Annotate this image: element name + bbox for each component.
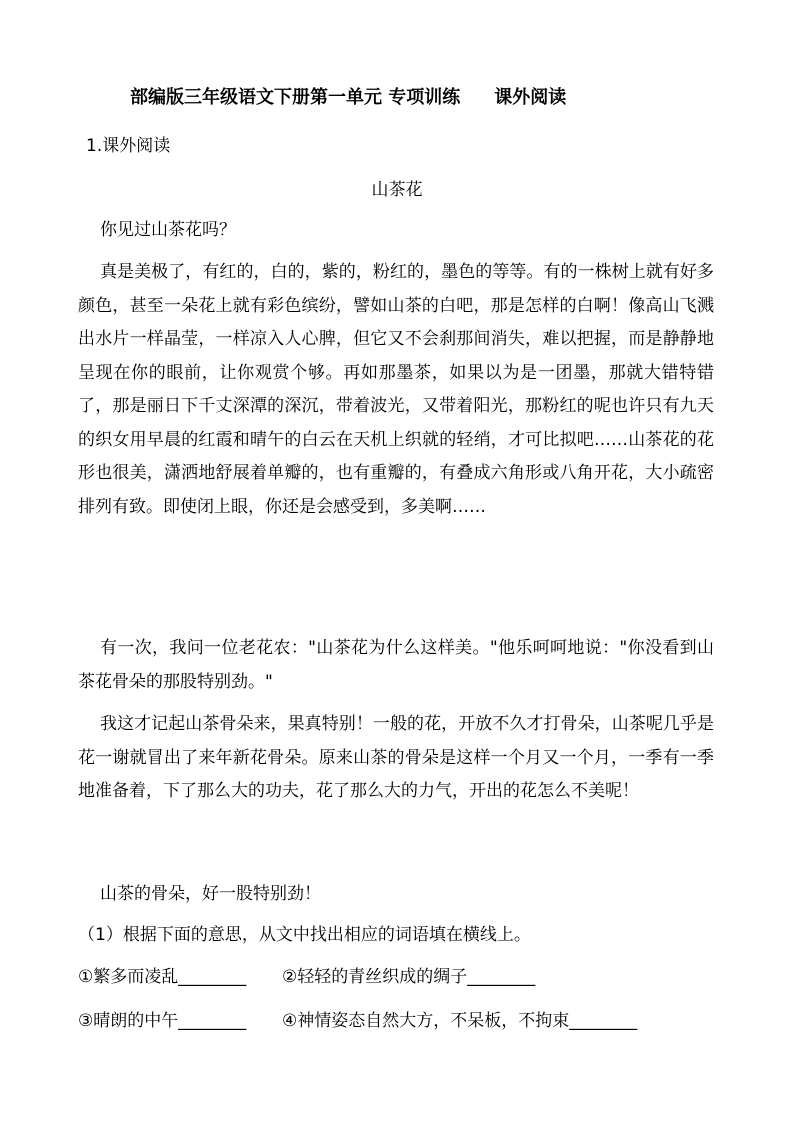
story-paragraph: 我这才记起山茶骨朵来，果真特别！一般的花，开放不久才打骨朵，山茶呢几乎是花一谢就冒出了来年新花骨朵。原来山茶的骨朵是这样一个月又一个月，一季有一季地准备着，下了那么大的功夫，花了那么大的力气，开出的花怎么不美呢！ <box>78 714 714 801</box>
title-main: 部编版三年级语文下册第一单元 专项训练 <box>130 87 461 108</box>
story-paragraph: 山茶的骨朵，好一股特别劲！ <box>100 884 321 904</box>
question-item: ④神情姿态自然大方，不呆板，不拘束________ <box>282 1011 638 1031</box>
question-prompt: （1）根据下面的意思，从文中找出相应的词语填在横线上。 <box>78 925 531 945</box>
story-paragraph: 有一次，我问一位老花农："山茶花为什么这样美。"他乐呵呵地说："你没看到山茶花骨朵的那股特别劲。" <box>78 638 714 692</box>
section-label: 1.课外阅读 <box>86 136 171 156</box>
story-paragraph: 你见过山茶花吗？ <box>100 220 236 240</box>
story-paragraph: 真是美极了，有红的，白的，紫的，粉红的，墨色的等等。有的一株树上就有好多颜色，甚至一朵花上就有彩色缤纷，譬如山茶的白吧，那是怎样的白啊！像高山飞溅出水片一样晶莹，一样凉入人心脾，但它又不会刹那间消失，难以把握，而是静静地呈现在你的眼前，让你观赏个够。再如那墨茶，如果以为是一团墨，那就大错特错了，那是丽日下千丈深潭的深沉，带着波光，又带着阳光，那粉红的呢也许只有九天的织女用早晨的红霞和晴午的白云在天机上织就的轻绡，才可比拟吧……山茶花的花形也很美，潇洒地舒展着单瓣的，也有重瓣的，有叠成六角形或八角开花，大小疏密排列有致。即使闭上眼，你还是会感受到，多美啊…… <box>78 262 714 517</box>
title-sub: 课外阅读 <box>494 87 567 108</box>
story-title: 山茶花 <box>371 180 423 200</box>
question-item: ①繁多而凌乱________ <box>78 967 247 987</box>
page-title <box>130 86 690 110</box>
question-item: ③晴朗的中午________ <box>78 1011 247 1031</box>
question-item: ②轻轻的青丝织成的绸子________ <box>282 967 536 987</box>
